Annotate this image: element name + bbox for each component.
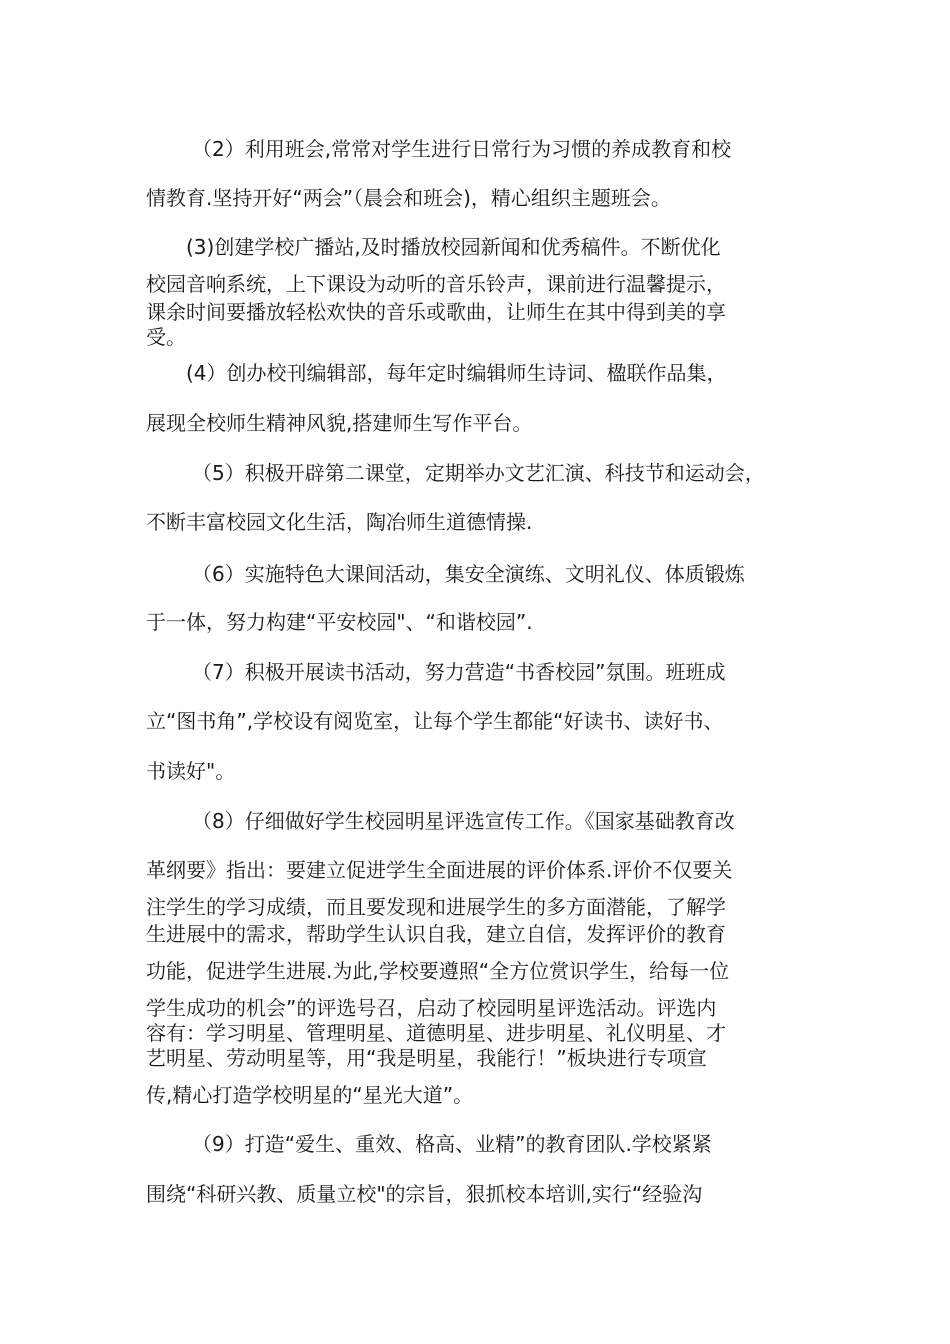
paragraph-5-line-2: 不断丰富校园文化生活，陶冶师生道德情操. [146,510,533,534]
paragraph-3-line-4: 受。 [146,325,186,349]
paragraph-8-line-6: 学生成功的机会”的评选号召，启动了校园明星评选活动。评选内 [146,996,717,1020]
paragraph-4-line-2: 展现全校师生精神风貌,搭建师生写作平台。 [146,411,533,435]
paragraph-4-line-1: (4）创办校刊编辑部，每年定时编辑师生诗词、楹联作品集， [186,361,727,385]
paragraph-8-line-4: 生进展中的需求，帮助学生认识自我，建立自信，发挥评价的教育 [146,922,726,946]
paragraph-9-line-1: （9）打造“爱生、重效、格高、业精”的教育团队.学校紧紧 [192,1132,712,1156]
paragraph-3-line-1: (3)创建学校广播站,及时播放校园新闻和优秀稿件。不断优化 [186,235,721,259]
paragraph-5-line-1: （5）积极开辟第二课堂，定期举办文艺汇演、科技节和运动会， [192,461,765,485]
paragraph-7-line-2: 立“图书角”,学校设有阅览室，让每个学生都能“好读书、读好书、 [146,709,724,733]
paragraph-8-line-1: （8）仔细做好学生校园明星评选宣传工作。《国家基础教育改 [192,809,735,833]
paragraph-2-line-2: 情教育.坚持开好“两会”（晨会和班会)，精心组织主题班会。 [146,186,671,210]
paragraph-3-line-2: 校园音响系统，上下课设为动听的音乐铃声，课前进行温馨提示， [146,272,726,296]
paragraph-9-line-2: 围绕“科研兴教、质量立校"的宗旨，狠抓校本培训,实行“经验沟 [146,1182,703,1206]
paragraph-2-line-1: （2）利用班会,常常对学生进行日常行为习惯的养成教育和校 [192,137,732,161]
paragraph-6-line-1: （6）实施特色大课间活动，集安全演练、文明礼仪、体质锻炼 [192,562,745,586]
paragraph-8-line-2: 革纲要》指出：要建立促进学生全面进展的评价体系.评价不仅要关 [146,858,733,882]
paragraph-8-line-7: 容有：学习明星、管理明星、道德明星、进步明星、礼仪明星、才 [146,1021,726,1045]
paragraph-8-line-9: 传,精心打造学校明星的“星光大道”。 [146,1083,474,1107]
paragraph-8-line-3: 注学生的学习成绩，而且要发现和进展学生的多方面潜能，了解学 [146,895,726,919]
paragraph-7-line-1: （7）积极开展读书活动，努力营造“书香校园”氛围。班班成 [192,660,726,684]
paragraph-6-line-2: 于一体，努力构建“平安校园"、“和谐校园”. [146,610,533,634]
paragraph-8-line-5: 功能，促进学生进展.为此,学校要遵照“全方位赏识学生，给每一位 [146,959,730,983]
paragraph-7-line-3: 书读好"。 [146,759,236,783]
paragraph-8-line-8: 艺明星、劳动明星等，用“我是明星，我能行！”板块进行专项宣 [146,1046,707,1070]
paragraph-3-line-3: 课余时间要播放轻松欢快的音乐或歌曲，让师生在其中得到美的享 [146,300,726,324]
